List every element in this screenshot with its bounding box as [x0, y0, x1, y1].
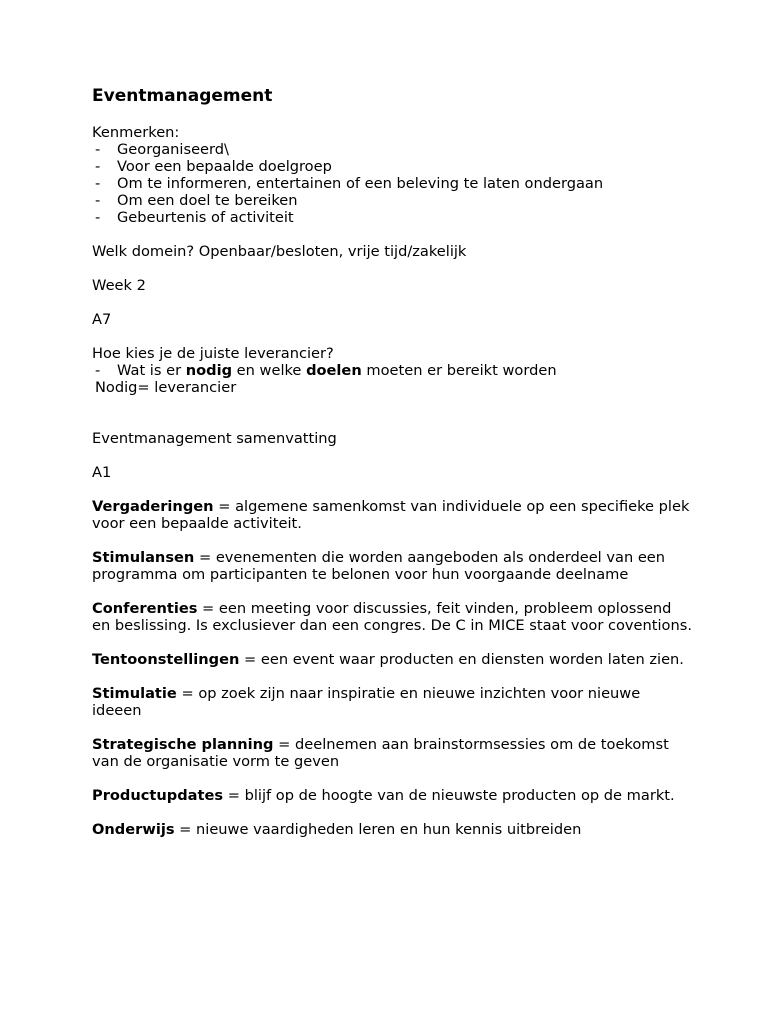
definition-paragraph: Conferenties = een meeting voor discussies, feit vinden, probleem oplossend en beslissing. Is exclusiever dan een congres. De C in MICE staat voor coventions. — [92, 600, 692, 634]
definition-term: Strategische planning — [92, 736, 274, 753]
leverancier-question: Hoe kies je de juiste leverancier? — [92, 345, 334, 362]
definition-paragraph: Stimulatie = op zoek zijn naar inspiratie en nieuwe inzichten voor nieuwe ideeen — [92, 685, 641, 719]
bold-term: doelen — [306, 362, 362, 379]
a7-line: A7 — [92, 311, 112, 328]
definition-paragraph: Stimulansen = evenementen die worden aangeboden als onderdeel van een programma om participanten te belonen voor hun voorgaande deelname — [92, 549, 666, 583]
list-item: - Om een doel te bereiken — [92, 192, 692, 209]
list-item: - Gebeurtenis of activiteit — [92, 209, 692, 226]
definition-paragraph: Productupdates = blijf op de hoogte van de nieuwste producten op de markt. — [92, 787, 675, 804]
definition-term: Onderwijs — [92, 821, 175, 838]
list-item: - Georganiseerd\ — [92, 141, 692, 158]
definition-paragraph: Strategische planning = deelnemen aan brainstormsessies om de toekomst van de organisatie vorm te geven — [92, 736, 669, 770]
list-item: - Voor een bepaalde doelgroep — [92, 158, 692, 175]
definition-term: Stimulatie — [92, 685, 177, 702]
document-body — [92, 85, 692, 838]
list-item: - Om te informeren, entertainen of een beleving te laten ondergaan — [92, 175, 692, 192]
domein-line: Welk domein? Openbaar/besloten, vrije tijd/zakelijk — [92, 243, 467, 260]
definition-paragraph: Onderwijs = nieuwe vaardigheden leren en hun kennis uitbreiden — [92, 821, 582, 838]
definition-paragraph: Tentoonstellingen = een event waar producten en diensten worden laten zien. — [92, 651, 684, 668]
definition-paragraph: Vergaderingen = algemene samenkomst van individuele op een specifieke plek voor een bepaalde activiteit. — [92, 498, 690, 532]
list-item: - Wat is er nodig en welke doelen moeten er bereikt worden — [92, 362, 692, 379]
nodig-line: Nodig= leverancier — [95, 379, 237, 396]
week-line: Week 2 — [92, 277, 146, 294]
definition-term: Conferenties — [92, 600, 198, 617]
leverancier-list — [92, 362, 692, 379]
document-title: Eventmanagement — [92, 86, 273, 106]
a1-line: A1 — [92, 464, 112, 481]
definition-term: Stimulansen — [92, 549, 195, 566]
bold-term: nodig — [185, 362, 233, 379]
definition-term: Vergaderingen — [92, 498, 214, 515]
kenmerken-list — [92, 141, 692, 226]
definition-term: Tentoonstellingen — [92, 651, 240, 668]
samenvatting-heading: Eventmanagement samenvatting — [92, 430, 337, 447]
kenmerken-label: Kenmerken: — [92, 124, 180, 141]
definition-term: Productupdates — [92, 787, 224, 804]
